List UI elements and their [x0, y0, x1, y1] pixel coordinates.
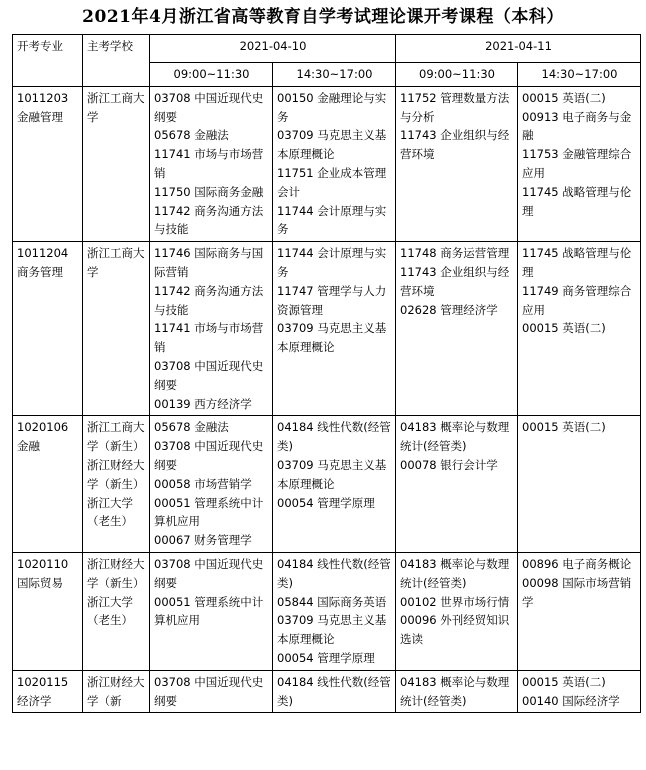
- course-entry: 11746 国际商务与国际营销: [154, 246, 264, 279]
- course-entry: 04184 线性代数(经管类): [277, 674, 391, 708]
- header-session: 14:30~17:00: [518, 63, 641, 87]
- course-entry: 11741 市场与市场营销: [154, 321, 264, 355]
- page-bottom-edge: [0, 763, 646, 770]
- course-entry: 11745 战略管理与伦理: [522, 246, 632, 279]
- course-entry: 00058 市场营销学: [154, 476, 252, 491]
- major-cell: 1020110 国际贸易: [13, 552, 83, 670]
- header-session: 14:30~17:00: [273, 63, 396, 87]
- school-name: 浙江财经大学（新: [87, 674, 145, 708]
- course-entry: 11752 管理数量方法与分析: [400, 90, 510, 124]
- course-entry: 00051 管理系统中计算机应用: [154, 594, 264, 628]
- session-cell: [273, 86, 396, 241]
- course-entry: 00054 管理学原理: [277, 650, 375, 665]
- course-entry: 00140 国际经济学: [522, 693, 620, 708]
- session-cell: [150, 416, 273, 553]
- header-major: 开考专业: [13, 35, 83, 87]
- course-entry: 03708 中国近现代史纲要: [154, 439, 264, 472]
- header-date-1: 2021-04-10: [150, 35, 396, 63]
- session-cell: [518, 86, 641, 241]
- header-session: 09:00~11:30: [396, 63, 518, 87]
- table-row: [13, 416, 641, 553]
- course-entry: 11743 企业组织与经营环境: [400, 128, 510, 162]
- course-entry: 00015 英语(二): [522, 674, 606, 689]
- course-entry: 11744 会计原理与实务: [277, 203, 387, 237]
- session-cell: [273, 242, 396, 416]
- school-name: 浙江财经大学（新生）: [87, 457, 145, 491]
- course-entry: 11747 管理学与人力资源管理: [277, 283, 387, 317]
- course-entry: 04183 概率论与数理统计(经管类): [400, 556, 510, 590]
- session-cell: [150, 670, 273, 713]
- school-name: 浙江工商大学（新生）: [87, 420, 145, 454]
- session-cell: [273, 670, 396, 713]
- table-row: [13, 86, 641, 241]
- course-entry: 11750 国际商务金融: [154, 184, 264, 199]
- course-entry: 03708 中国近现代史纲要: [154, 556, 264, 590]
- school-name: 浙江大学（老生）: [87, 594, 133, 628]
- course-entry: 05678 金融法: [154, 128, 229, 143]
- course-entry: 11741 市场与市场营销: [154, 147, 264, 180]
- header-session: 09:00~11:30: [150, 63, 273, 87]
- course-entry: 00896 电子商务概论: [522, 556, 632, 571]
- course-entry: 03708 中国近现代史纲要: [154, 674, 264, 708]
- session-cell: [150, 86, 273, 241]
- page-title: 2021年4月浙江省高等教育自学考试理论课开考课程（本科）: [82, 7, 564, 27]
- course-entry: 04183 概率论与数理统计(经管类): [400, 674, 510, 708]
- course-entry: 11743 企业组织与经营环境: [400, 264, 510, 298]
- course-entry: 11742 商务沟通方法与技能: [154, 283, 264, 317]
- schedule-body: [13, 86, 641, 713]
- course-entry: 00150 金融理论与实务: [277, 90, 387, 124]
- course-entry: 11742 商务沟通方法与技能: [154, 203, 264, 237]
- session-cell: [150, 242, 273, 416]
- course-entry: 11753 金融管理综合应用: [522, 147, 632, 180]
- session-cell: [150, 552, 273, 670]
- school-cell: 浙江工商大学: [83, 242, 150, 416]
- course-entry: 00078 银行会计学: [400, 457, 498, 472]
- session-cell: [396, 242, 518, 416]
- course-entry: 00098 国际市场营销学: [522, 575, 632, 609]
- major-cell: 1011204 商务管理: [13, 242, 83, 416]
- course-entry: 03709 马克思主义基本原理概论: [277, 321, 387, 355]
- course-entry: 00015 英语(二): [522, 90, 606, 105]
- course-entry: 05844 国际商务英语: [277, 594, 387, 609]
- course-entry: 00054 管理学原理: [277, 495, 375, 510]
- course-entry: 03708 中国近现代史纲要: [154, 90, 264, 124]
- course-entry: 11751 企业成本管理会计: [277, 165, 387, 199]
- header-school: 主考学校: [83, 35, 150, 87]
- course-entry: 00067 财务管理学: [154, 533, 252, 548]
- school-cell: [83, 670, 150, 713]
- course-entry: 00139 西方经济学: [154, 396, 252, 411]
- school-name: 浙江大学（老生）: [87, 495, 133, 529]
- course-entry: 00015 英语(二): [522, 321, 606, 336]
- session-cell: [518, 416, 641, 553]
- course-entry: 05678 金融法: [154, 420, 229, 435]
- school-cell: [83, 552, 150, 670]
- course-entry: 11745 战略管理与伦理: [522, 184, 632, 218]
- school-cell: 浙江工商大学: [83, 86, 150, 241]
- session-cell: [273, 552, 396, 670]
- table-row: [13, 670, 641, 713]
- course-entry: 03708 中国近现代史纲要: [154, 358, 264, 392]
- course-entry: 04183 概率论与数理统计(经管类): [400, 420, 510, 454]
- session-cell: [518, 670, 641, 713]
- session-cell: [518, 552, 641, 670]
- session-cell: [518, 242, 641, 416]
- header-row-dates: [13, 35, 641, 63]
- session-cell: [273, 416, 396, 553]
- course-entry: 02628 管理经济学: [400, 302, 498, 317]
- major-cell: 1020106 金融: [13, 416, 83, 553]
- session-cell: [396, 552, 518, 670]
- course-entry: 00102 世界市场行情: [400, 594, 510, 609]
- course-entry: 11748 商务运营管理: [400, 246, 510, 261]
- course-entry: 04184 线性代数(经管类): [277, 556, 391, 590]
- course-entry: 03709 马克思主义基本原理概论: [277, 457, 387, 491]
- course-entry: 04184 线性代数(经管类): [277, 420, 391, 454]
- major-cell: 1020115 经济学: [13, 670, 83, 713]
- course-entry: 00913 电子商务与金融: [522, 109, 632, 143]
- course-entry: 11749 商务管理综合应用: [522, 283, 632, 317]
- school-cell: [83, 416, 150, 553]
- session-cell: [396, 86, 518, 241]
- course-entry: 00051 管理系统中计算机应用: [154, 495, 264, 529]
- header-date-2: 2021-04-11: [396, 35, 641, 63]
- session-cell: [396, 416, 518, 553]
- course-entry: 03709 马克思主义基本原理概论: [277, 128, 387, 162]
- session-cell: [396, 670, 518, 713]
- table-row: [13, 242, 641, 416]
- major-cell: 1011203 金融管理: [13, 86, 83, 241]
- course-entry: 11744 会计原理与实务: [277, 246, 387, 279]
- course-entry: 00096 外刊经贸知识选读: [400, 613, 510, 647]
- table-row: [13, 552, 641, 670]
- course-entry: 03709 马克思主义基本原理概论: [277, 613, 387, 647]
- course-entry: 00015 英语(二): [522, 420, 606, 435]
- school-name: 浙江财经大学（新生）: [87, 556, 145, 590]
- exam-schedule-table: [12, 34, 641, 713]
